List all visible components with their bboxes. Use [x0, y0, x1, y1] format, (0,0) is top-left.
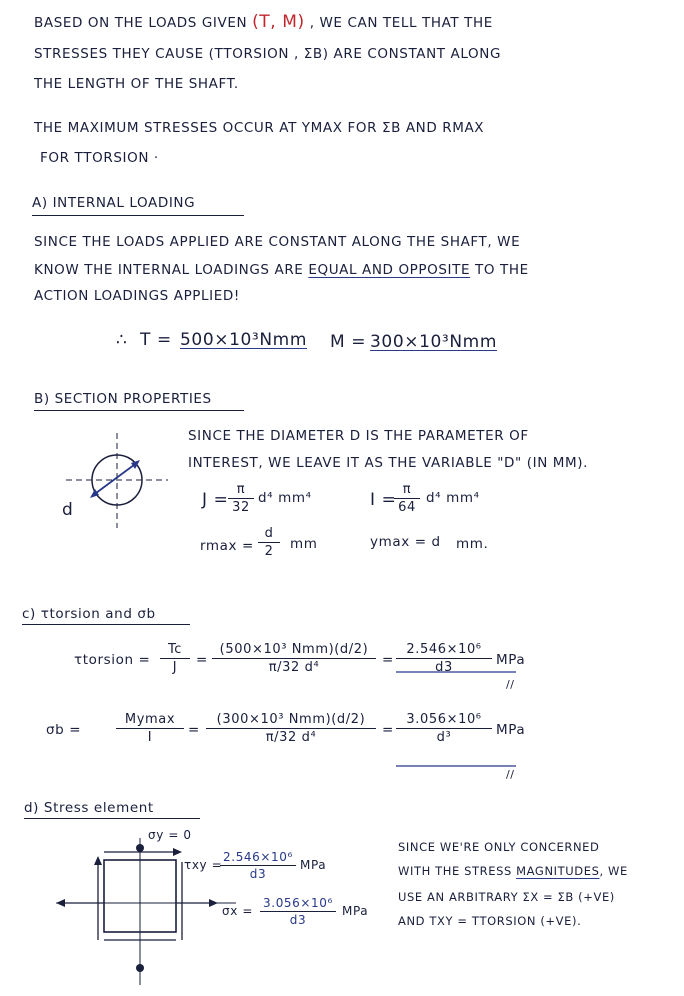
J-numerator: π: [236, 482, 246, 497]
part-a-line-3: ACTION LOADINGS APPLIED!: [34, 288, 240, 304]
intro-line-5: FOR ΤTORSION ·: [40, 150, 159, 166]
I-lhs: I =: [370, 490, 397, 510]
cross-section-icon: [66, 433, 168, 528]
sigma-end-mark: //: [506, 768, 515, 781]
sigma-result-numerator: 3.056×10⁶: [406, 712, 482, 727]
sigma-eq-1: =: [188, 722, 200, 738]
sigma-f2-bar: [206, 728, 376, 729]
tau-f1-bar: [160, 658, 190, 659]
sigma-result-bar: [396, 728, 492, 729]
tau-f1-denominator: J: [172, 660, 178, 675]
sigma-f1-bar: [116, 728, 184, 729]
moment-label: M =: [330, 332, 367, 352]
torque-value: 500×10³Nmm: [180, 330, 307, 350]
heading-c-underline: [22, 624, 190, 625]
txy-fraction-bar: [220, 865, 296, 866]
txy-denominator: d3: [249, 867, 267, 881]
I-denominator: 64: [398, 500, 416, 515]
heading-d-underline: [24, 818, 200, 819]
sigma-f1-denominator: I: [147, 730, 153, 745]
ymax-unit: mm.: [456, 536, 489, 552]
note-line-3: USE AN ARBITRARY ΣX = ΣB (+VE): [398, 890, 615, 904]
J-denominator: 32: [232, 500, 250, 515]
note-line-2-tail: , WE: [599, 864, 628, 878]
tau-f1-numerator: Tc: [167, 642, 183, 657]
tau-result-bar: [396, 658, 492, 659]
txy-unit: MPa: [300, 858, 327, 872]
I-numerator: π: [402, 482, 412, 497]
moment-value: 300×10³Nmm: [370, 332, 497, 352]
part-b-text-2: INTEREST, WE LEAVE IT AS THE VARIABLE "D" (IN MM).: [188, 455, 589, 471]
sigma-eq-2: =: [382, 722, 394, 738]
part-a-line-2-text: KNOW THE INTERNAL LOADINGS ARE: [34, 262, 304, 278]
J-lhs: J =: [202, 490, 229, 510]
sigma-fraction-2: [206, 712, 376, 745]
sigma-f2-numerator: (300×10³ Nmm)(d/2): [216, 712, 366, 727]
intro-line-1-tail: , WE CAN TELL THAT THE: [309, 15, 493, 31]
torque-label: T =: [140, 330, 172, 350]
txy-lhs: τxy =: [184, 858, 223, 872]
heading-internal-loading: A) INTERNAL LOADING: [32, 195, 196, 211]
tau-f2-numerator: (500×10³ Nmm)(d/2): [219, 642, 369, 657]
sigma-f2-denominator: π/32 d⁴: [265, 730, 317, 745]
tau-result-denominator: d3: [435, 660, 453, 675]
sigma-result-denominator: d³: [436, 730, 452, 745]
intro-line-2: STRESSES THEY CAUSE (ΤTORSION , ΣB) ARE CONSTANT ALONG: [34, 46, 502, 62]
therefore-symbol: ∴: [116, 330, 128, 350]
note-line-4: AND ΤXY = ΤTORSION (+VE).: [398, 914, 582, 928]
tau-result-numerator: 2.546×10⁶: [406, 642, 482, 657]
tau-fraction-2: [212, 642, 376, 675]
diameter-label: d: [62, 500, 74, 520]
txy-numerator: 2.546×10⁶: [223, 850, 293, 864]
sx-lhs: σx =: [222, 904, 253, 918]
tau-eq-2: =: [382, 652, 394, 668]
note-magnitudes: MAGNITUDES: [516, 864, 600, 878]
tau-end-mark: //: [506, 678, 515, 691]
part-b-text-1: SINCE THE DIAMETER D IS THE PARAMETER OF: [188, 428, 529, 444]
sigma-fraction-1: [116, 712, 184, 745]
sx-unit: MPa: [342, 904, 369, 918]
loads-tm: (T, M): [252, 12, 305, 32]
rmax-numerator: d: [264, 526, 274, 541]
rmax-fraction-bar: [258, 542, 280, 543]
note-line-2-text: WITH THE STRESS: [398, 864, 512, 878]
sigma-f1-numerator: Mymax: [124, 712, 176, 727]
tau-fraction-1: [160, 642, 190, 675]
ymax-lhs: ymax = d: [370, 534, 441, 550]
heading-stress-element: d) Stress element: [24, 800, 154, 816]
rmax-denominator: 2: [264, 544, 274, 559]
I-fraction-bar: [394, 498, 420, 499]
rmax-fraction: [258, 526, 280, 559]
part-a-line-2-tail: TO THE: [475, 262, 529, 278]
I-tail: d⁴ mm⁴: [426, 490, 480, 506]
sx-numerator: 3.056×10⁶: [263, 896, 333, 910]
sigma-unit: MPa: [496, 722, 526, 738]
tau-f2-denominator: π/32 d⁴: [268, 660, 320, 675]
tau-result: [396, 642, 492, 675]
txy-fraction: [220, 850, 296, 881]
sigma-y-label: σy = 0: [148, 828, 192, 842]
sigma-lhs: σb =: [46, 722, 82, 738]
J-tail: d⁴ mm⁴: [258, 490, 312, 506]
sx-fraction-bar: [260, 911, 336, 912]
part-a-line-1: SINCE THE LOADS APPLIED ARE CONSTANT ALONG THE SHAFT, WE: [34, 234, 521, 250]
I-fraction: [394, 482, 420, 515]
note-line-2: [398, 864, 628, 878]
note-line-1: SINCE WE'RE ONLY CONCERNED: [398, 840, 600, 854]
J-fraction: [228, 482, 254, 515]
sx-denominator: d3: [289, 913, 307, 927]
tau-lhs: τtorsion =: [74, 652, 151, 668]
rmax-lhs: rmax =: [200, 538, 254, 554]
equal-and-opposite: EQUAL AND OPPOSITE: [308, 262, 471, 278]
tau-f2-bar: [212, 658, 376, 659]
intro-line-3: THE LENGTH OF THE SHAFT.: [34, 76, 239, 92]
sx-fraction: [260, 896, 336, 927]
tau-unit: MPa: [496, 652, 526, 668]
J-fraction-bar: [228, 498, 254, 499]
rmax-unit: mm: [290, 536, 318, 552]
intro-line-4: THE MAXIMUM STRESSES OCCUR AT YMAX FOR ΣB AND RMAX: [34, 120, 485, 136]
intro-line-1-text: BASED ON THE LOADS GIVEN: [34, 15, 248, 31]
sigma-result: [396, 712, 492, 745]
tau-eq-1: =: [196, 652, 208, 668]
heading-section-properties: B) SECTION PROPERTIES: [34, 391, 212, 407]
heading-torsion-and-sigma: c) τtorsion and σb: [22, 606, 156, 622]
